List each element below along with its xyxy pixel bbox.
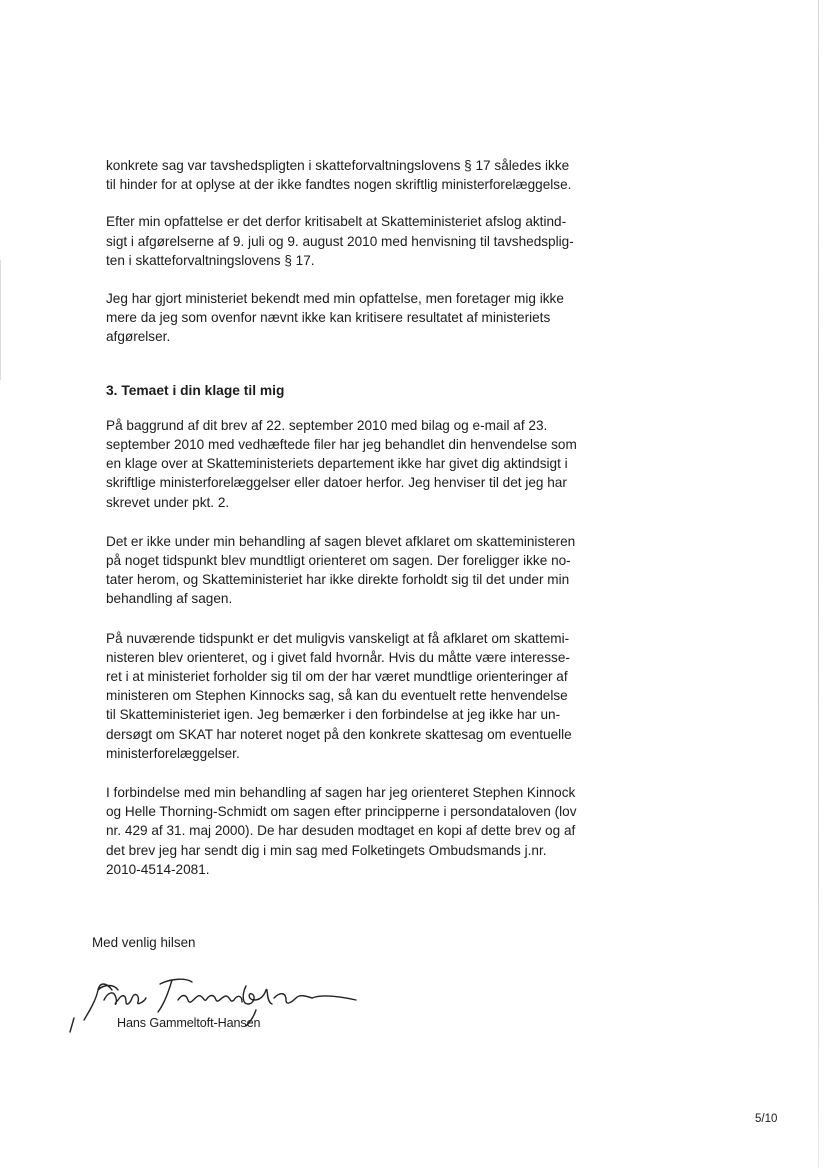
paragraph-tavshedspligt-continuation: konkrete sag var tavshedspligten i skatteforvaltningslovens § 17 således ikke til hinder for at oplyse at der ikke fandtes nogen skriftlig ministerforelæggelse. [106, 158, 572, 193]
paragraph-baggrund: På baggrund af dit brev af 22. september 2010 med bilag og e-mail af 23. september 2010 med vedhæftede filer har jeg behandlet din henvendelse som en klage over at Skatteministeriets departement ikke har givet dig aktindsigt i skriftlige ministerforelæggelser eller datoer herfor. Jeg henviser til det jeg har skrevet under pkt. 2. [106, 417, 577, 510]
signer-name: Hans Gammeltoft-Hansen [117, 1016, 261, 1030]
scan-edge-right [818, 0, 819, 1168]
letter-body [106, 156, 586, 879]
paragraph-kritisabelt: Efter min opfattelse er det derfor kritisabelt at Skatteministeriet afslog aktind- sigt i afgørelserne af 9. juli og 9. august 2010 med henvisning til tavshedsplig- ten i skatteforvaltningslovens § 17. [106, 214, 574, 268]
paragraph-nuvaerende-tidspunkt: På nuværende tidspunkt er det muligvis vanskeligt at få afklaret om skattemi- nisteren blev orienteret, og i givet fald hvornår. Hvis du måtte være interesse- ret i at ministeriet forholder sig til om der har været mundtlige orienteringer af ministeren om Stephen Kinnocks sag, så kan du eventuelt rette henvendelse til Skatteministeriet igen. Jeg bemærker i den forbindelse at jeg ikke har un- dersøgt om SKAT har noteret noget på den konkrete skattesag om eventuelle ministerforelæggelser. [106, 630, 572, 761]
page-number: 5/10 [755, 1113, 778, 1125]
scan-edge-left [0, 260, 1, 380]
paragraph-forbindelse: I forbindelse med min behandling af sagen har jeg orienteret Stephen Kinnock og Helle Thorning-Schmidt om sagen efter principperne i persondataloven (lov nr. 429 af 31. maj 2000). De har desuden modtaget en kopi af dette brev og af det brev jeg har sendt dig i min sag med Folketingets Ombudsmands j.nr. 2010-4514-2081. [106, 785, 577, 877]
paragraph-afklaret: Det er ikke under min behandling af sagen blevet afklaret om skatteministeren på noget tidspunkt blev mundtligt orienteret om sagen. Der foreligger ikke no- tater herom, og Skatteministeriet har ikke direkte forholdt sig til det under min behandling af sagen. [106, 533, 576, 607]
section-heading: 3. Temaet i din klage til mig [106, 382, 285, 398]
closing-greeting: Med venlig hilsen [92, 935, 196, 950]
paragraph-opfattelse: Jeg har gjort ministeriet bekendt med min opfattelse, men foretager mig ikke mere da jeg som ovenfor nævnt ikke kan kritisere resultatet af ministeriets afgørelser. [106, 291, 564, 345]
